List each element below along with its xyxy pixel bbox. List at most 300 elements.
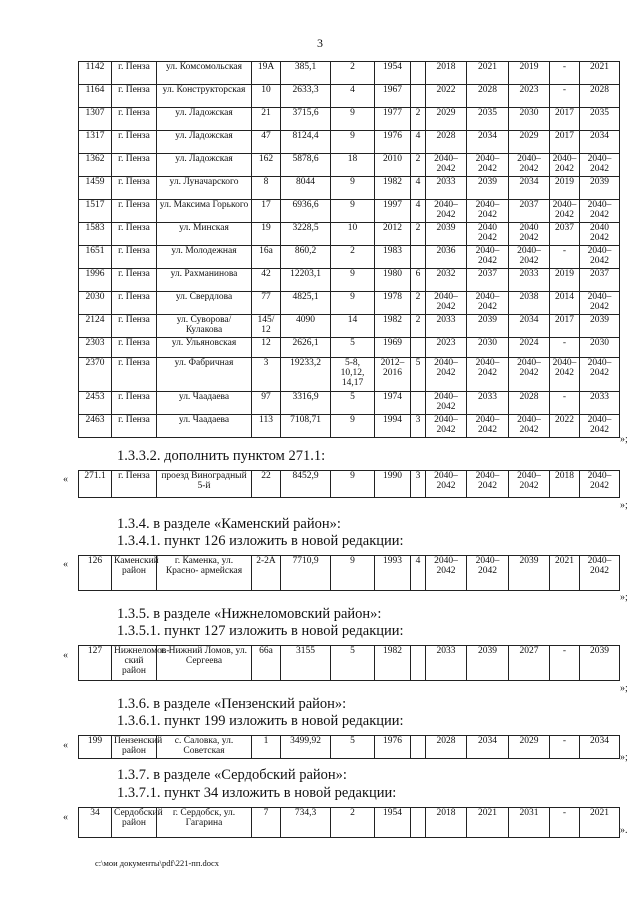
table-cell: 127 — [79, 646, 112, 681]
table-cell: 3155 — [281, 646, 331, 681]
table-cell: г. Каменка, ул. Красно- армейская — [157, 556, 252, 591]
table-cell — [411, 245, 426, 268]
row-table — [78, 735, 620, 759]
table-cell: 1977 — [375, 108, 411, 131]
table-cell: 2040–2042 — [467, 245, 509, 268]
table-cell: 2034 — [580, 131, 620, 154]
table-cell: с. Саловка, ул. Советская — [157, 736, 252, 759]
heading-1-3-4-1: 1.3.4.1. пункт 126 изложить в новой редакции: — [117, 533, 404, 549]
table-cell: 2040–2042 — [580, 556, 620, 591]
table-cell: 2040–2042 — [467, 357, 509, 391]
table-cell: 2626,1 — [281, 337, 331, 357]
table-cell: 2040–2042 — [426, 414, 467, 437]
table-cell: ул. Ладожская — [157, 131, 252, 154]
table-cell: г. Пенза — [112, 391, 157, 414]
table-cell: г. Пенза — [112, 154, 157, 177]
table-cell: 2033 — [426, 314, 467, 337]
heading-1-3-6-1: 1.3.6.1. пункт 199 изложить в новой редакции: — [117, 713, 404, 729]
table-cell — [411, 736, 426, 759]
table-row — [79, 62, 620, 85]
table-cell: 2040–2042 — [509, 154, 550, 177]
table-cell: 3 — [252, 357, 281, 391]
table-cell: ул. Конструкторская — [157, 85, 252, 108]
table-cell: г. Пенза — [112, 471, 157, 498]
heading-1-3-6: 1.3.6. в разделе «Пензенский район»: — [117, 696, 347, 712]
table-cell: 2 — [331, 245, 375, 268]
table-cell: 7108,71 — [281, 414, 331, 437]
table-cell: 2453 — [79, 391, 112, 414]
table-cell: - — [550, 85, 580, 108]
table-row — [79, 414, 620, 437]
table-cell: 77 — [252, 291, 281, 314]
table-cell: 34 — [79, 808, 112, 838]
table-cell: - — [550, 736, 580, 759]
table-cell: 2040–2042 — [580, 154, 620, 177]
table-cell: 2 — [411, 108, 426, 131]
table-cell: 1974 — [375, 391, 411, 414]
table-cell: 3316,9 — [281, 391, 331, 414]
table-cell: 47 — [252, 131, 281, 154]
table-cell — [411, 391, 426, 414]
table-row — [79, 154, 620, 177]
table-cell: 2029 — [509, 131, 550, 154]
table-cell: 2039 — [580, 314, 620, 337]
table-cell: г. Пенза — [112, 62, 157, 85]
table-cell: 4 — [411, 177, 426, 200]
table-row — [79, 556, 620, 591]
table-cell: 2039 — [426, 223, 467, 246]
table-cell: 2040–2042 — [467, 414, 509, 437]
table-cell: проезд Виноградный 5-й — [157, 471, 252, 498]
table-cell: 4825,1 — [281, 291, 331, 314]
table-cell: 2040–2042 — [426, 291, 467, 314]
table-cell: 2633,3 — [281, 85, 331, 108]
table-cell: 18 — [331, 154, 375, 177]
table-cell: 126 — [79, 556, 112, 591]
table-cell: 1982 — [375, 646, 411, 681]
table-cell: 1142 — [79, 62, 112, 85]
table-cell: г. Пенза — [112, 245, 157, 268]
table-cell: 2032 — [426, 268, 467, 291]
table-cell: 2040–2042 — [426, 357, 467, 391]
table-row — [79, 268, 620, 291]
table-cell: 1362 — [79, 154, 112, 177]
table-cell: 1994 — [375, 414, 411, 437]
table-cell: 17 — [252, 200, 281, 223]
table-cell: 162 — [252, 154, 281, 177]
table-cell: 9 — [331, 131, 375, 154]
table-cell: 2023 — [509, 85, 550, 108]
table-cell: 3228,5 — [281, 223, 331, 246]
table-cell: 3 — [411, 414, 426, 437]
table-cell: 12 — [252, 337, 281, 357]
opening-quote: « — [63, 740, 68, 751]
table-cell: ул. Рахманинова — [157, 268, 252, 291]
table-cell: 1976 — [375, 736, 411, 759]
table-cell: 2040–2042 — [550, 200, 580, 223]
table-cell: 2040–2042 — [550, 357, 580, 391]
table-cell: 2017 — [550, 131, 580, 154]
table-cell: - — [550, 337, 580, 357]
table-cell: 5 — [331, 337, 375, 357]
table-cell: 2040–2042 — [580, 357, 620, 391]
table-cell: 2021 — [467, 808, 509, 838]
row-table — [78, 807, 620, 838]
table-cell: 1 — [252, 736, 281, 759]
table-cell: 2027 — [509, 646, 550, 681]
heading-1-3-5: 1.3.5. в разделе «Нижнеломовский район»: — [117, 606, 382, 622]
table-cell: 2038 — [509, 291, 550, 314]
table-cell: 2 — [411, 223, 426, 246]
table-cell: г. Пенза — [112, 200, 157, 223]
table-cell: 2019 — [550, 177, 580, 200]
table-row — [79, 471, 620, 498]
table-cell: 2018 — [426, 808, 467, 838]
table-cell: 2023 — [426, 337, 467, 357]
heading-1-3-4: 1.3.4. в разделе «Каменский район»: — [117, 516, 341, 532]
table-cell: ул. Свердлова — [157, 291, 252, 314]
table-cell: Нижнеломов- ский район — [112, 646, 157, 681]
table-cell: 385,1 — [281, 62, 331, 85]
table-cell — [411, 808, 426, 838]
table-cell: Пензенский район — [112, 736, 157, 759]
table-cell: 2040–2042 — [426, 556, 467, 591]
table-cell: 2040–2042 — [509, 414, 550, 437]
table-row — [79, 85, 620, 108]
table-cell: - — [550, 808, 580, 838]
table-cell: 7710,9 — [281, 556, 331, 591]
table-cell: 21 — [252, 108, 281, 131]
table-cell: 8 — [252, 177, 281, 200]
closing-quote: »; — [620, 592, 628, 603]
table-cell: 2014 — [550, 291, 580, 314]
table-cell: 1954 — [375, 62, 411, 85]
table-cell: 5-8, 10,12, 14,17 — [331, 357, 375, 391]
table-cell: 5 — [331, 736, 375, 759]
table-cell: 4090 — [281, 314, 331, 337]
table-cell: 2034 — [509, 177, 550, 200]
table-cell: г. Сердобск, ул. Гагарина — [157, 808, 252, 838]
table-cell: ул. Чаадаева — [157, 391, 252, 414]
table-cell: 2033 — [467, 391, 509, 414]
closing-quote: »; — [620, 500, 628, 511]
table-cell: 4 — [411, 131, 426, 154]
table-cell: 4 — [331, 85, 375, 108]
table-cell: 12203,1 — [281, 268, 331, 291]
table-cell: 2034 — [467, 736, 509, 759]
table-cell: 8124,4 — [281, 131, 331, 154]
table-cell: 2017 — [550, 108, 580, 131]
table-cell: 19233,2 — [281, 357, 331, 391]
heading-1-3-7-1: 1.3.7.1. пункт 34 изложить в новой редакции: — [117, 785, 397, 801]
table-cell: 2035 — [467, 108, 509, 131]
table-row — [79, 200, 620, 223]
table-cell: 5 — [331, 391, 375, 414]
table-cell: г. Пенза — [112, 131, 157, 154]
table-cell: 860,2 — [281, 245, 331, 268]
table-cell: 2028 — [580, 85, 620, 108]
table-cell: 2019 — [550, 268, 580, 291]
table-cell: г. Пенза — [112, 291, 157, 314]
table-cell: 3499,92 — [281, 736, 331, 759]
table-cell: 2 — [411, 314, 426, 337]
table-cell: 2039 — [580, 646, 620, 681]
row-table — [78, 470, 620, 498]
table-cell: 2028 — [426, 131, 467, 154]
opening-quote: « — [63, 559, 68, 570]
table-cell: 2040–2042 — [580, 471, 620, 498]
table-cell: 2018 — [426, 62, 467, 85]
table-cell: 2033 — [580, 391, 620, 414]
table-cell: 97 — [252, 391, 281, 414]
heading-1-3-3-2: 1.3.3.2. дополнить пунктом 271.1: — [117, 448, 326, 464]
table-cell: 271.1 — [79, 471, 112, 498]
table-cell: 2030 — [467, 337, 509, 357]
table-row — [79, 314, 620, 337]
closing-quote: ». — [620, 825, 628, 836]
table-cell: 3 — [411, 471, 426, 498]
table-cell: 2-2А — [252, 556, 281, 591]
table-cell: 1982 — [375, 314, 411, 337]
main-table — [78, 61, 620, 438]
table-row — [79, 736, 620, 759]
table-cell: г. Пенза — [112, 223, 157, 246]
table-cell: ул. Ладожская — [157, 108, 252, 131]
table-cell: ул. Луначарского — [157, 177, 252, 200]
table-cell: Каменский район — [112, 556, 157, 591]
table-cell: 1997 — [375, 200, 411, 223]
table-cell: 1980 — [375, 268, 411, 291]
table-cell: 2019 — [509, 62, 550, 85]
heading-1-3-5-1: 1.3.5.1. пункт 127 изложить в новой редакции: — [117, 623, 404, 639]
table-cell: 2040–2042 — [426, 200, 467, 223]
table-cell: г. Пенза — [112, 357, 157, 391]
table-cell: 19 — [252, 223, 281, 246]
table-cell: 2036 — [426, 245, 467, 268]
table-cell: 2040–2042 — [580, 291, 620, 314]
table-cell: 2 — [331, 62, 375, 85]
table-cell: 2463 — [79, 414, 112, 437]
table-cell: 2039 — [467, 177, 509, 200]
table-cell: 2033 — [509, 268, 550, 291]
table-cell: 2 — [331, 808, 375, 838]
page-number: 3 — [317, 36, 323, 50]
table-cell: г. Пенза — [112, 108, 157, 131]
table-cell: 2040–2042 — [467, 154, 509, 177]
table-cell: 2040–2042 — [509, 357, 550, 391]
table-cell: 2030 — [79, 291, 112, 314]
table-cell: 1978 — [375, 291, 411, 314]
table-cell: 14 — [331, 314, 375, 337]
opening-quote: « — [63, 812, 68, 823]
table-cell: - — [550, 245, 580, 268]
table-cell: 2022 — [426, 85, 467, 108]
table-cell: 22 — [252, 471, 281, 498]
table-row — [79, 391, 620, 414]
table-cell: 2 — [411, 154, 426, 177]
table-cell: 2303 — [79, 337, 112, 357]
table-cell: - — [550, 391, 580, 414]
closing-quote: »; — [620, 683, 628, 694]
table-cell: 2040–2042 — [426, 471, 467, 498]
table-cell: 2029 — [426, 108, 467, 131]
table-cell: ул. Ладожская — [157, 154, 252, 177]
table-cell: ул. Суворова/ Кулакова — [157, 314, 252, 337]
table-cell: 1307 — [79, 108, 112, 131]
table-cell: 2035 — [580, 108, 620, 131]
table-cell: 2029 — [509, 736, 550, 759]
closing-quote: »; — [620, 752, 628, 763]
main-table-closing-quote: »; — [620, 434, 628, 445]
table-cell: 2033 — [426, 646, 467, 681]
table-cell: 2010 — [375, 154, 411, 177]
table-cell — [411, 85, 426, 108]
table-cell: 2021 — [467, 62, 509, 85]
table-cell: 1954 — [375, 808, 411, 838]
table-cell: г. Пенза — [112, 314, 157, 337]
table-cell: 6 — [411, 268, 426, 291]
table-cell: 1317 — [79, 131, 112, 154]
table-row — [79, 808, 620, 838]
table-cell: 2012 — [375, 223, 411, 246]
table-cell: 2021 — [580, 808, 620, 838]
table-row — [79, 108, 620, 131]
table-cell: 1164 — [79, 85, 112, 108]
table-cell: ул. Ульяновская — [157, 337, 252, 357]
table-cell: 1990 — [375, 471, 411, 498]
table-cell: 2028 — [426, 736, 467, 759]
table-cell: 2028 — [509, 391, 550, 414]
table-cell — [411, 337, 426, 357]
table-cell: 2370 — [79, 357, 112, 391]
table-cell: 8044 — [281, 177, 331, 200]
table-cell: 9 — [331, 556, 375, 591]
heading-1-3-7: 1.3.7. в разделе «Сердобский район»: — [117, 767, 347, 783]
table-cell: 66а — [252, 646, 281, 681]
table-cell: 9 — [331, 200, 375, 223]
table-cell: 2124 — [79, 314, 112, 337]
table-cell: 2040–2042 — [467, 471, 509, 498]
table-cell: 2037 — [580, 268, 620, 291]
table-cell: 6936,6 — [281, 200, 331, 223]
table-row — [79, 245, 620, 268]
table-cell: 9 — [331, 268, 375, 291]
table-cell: 2021 — [580, 62, 620, 85]
table-row — [79, 223, 620, 246]
table-cell: 2037 — [550, 223, 580, 246]
table-cell: ул. Молодежная — [157, 245, 252, 268]
table-cell: г. Пенза — [112, 177, 157, 200]
table-cell: 5 — [411, 357, 426, 391]
table-cell: 2039 — [509, 556, 550, 591]
table-cell: Сердобский район — [112, 808, 157, 838]
row-table — [78, 555, 620, 591]
table-cell: ул. Фабричная — [157, 357, 252, 391]
table-cell: 2040–2042 — [426, 391, 467, 414]
table-cell: ул. Минская — [157, 223, 252, 246]
table-cell: 5878,6 — [281, 154, 331, 177]
table-cell: г. Нижний Ломов, ул. Сергеева — [157, 646, 252, 681]
row-table — [78, 645, 620, 681]
table-cell: 113 — [252, 414, 281, 437]
table-row — [79, 337, 620, 357]
table-cell: 2028 — [467, 85, 509, 108]
table-cell: 199 — [79, 736, 112, 759]
table-cell: 1993 — [375, 556, 411, 591]
table-cell: 1969 — [375, 337, 411, 357]
table-cell: г. Пенза — [112, 337, 157, 357]
table-cell: 2040–2042 — [467, 556, 509, 591]
table-cell: 2039 — [467, 646, 509, 681]
table-cell: - — [550, 62, 580, 85]
table-cell: 8452,9 — [281, 471, 331, 498]
table-cell: 734,3 — [281, 808, 331, 838]
table-cell: 2037 — [509, 200, 550, 223]
table-cell: 3715,6 — [281, 108, 331, 131]
table-cell: 9 — [331, 177, 375, 200]
table-cell: 145/ 12 — [252, 314, 281, 337]
opening-quote: « — [63, 474, 68, 485]
table-row — [79, 291, 620, 314]
table-cell: 1976 — [375, 131, 411, 154]
table-cell: 9 — [331, 471, 375, 498]
table-cell: 2040 2042 — [467, 223, 509, 246]
table-cell: 1459 — [79, 177, 112, 200]
table-cell: 1517 — [79, 200, 112, 223]
table-cell: 9 — [331, 414, 375, 437]
table-cell: 2040 2042 — [509, 223, 550, 246]
table-cell: 2 — [411, 291, 426, 314]
table-cell: 2039 — [467, 314, 509, 337]
table-row — [79, 131, 620, 154]
opening-quote: « — [63, 650, 68, 661]
table-row — [79, 357, 620, 391]
table-cell: 2021 — [550, 556, 580, 591]
table-cell: 1583 — [79, 223, 112, 246]
table-cell: 2034 — [580, 736, 620, 759]
table-cell: 2040–2042 — [509, 471, 550, 498]
table-cell: ул. Комсомольская — [157, 62, 252, 85]
table-cell: 19А — [252, 62, 281, 85]
footer-file-path: c:\мои документы\pdf\221-пп.docx — [95, 858, 220, 868]
table-cell: - — [550, 646, 580, 681]
table-cell: 2040–2042 — [509, 245, 550, 268]
table-cell: 2037 — [467, 268, 509, 291]
table-cell: 42 — [252, 268, 281, 291]
table-row — [79, 177, 620, 200]
table-cell: 2040–2042 — [580, 414, 620, 437]
table-cell: 9 — [331, 291, 375, 314]
table-cell: 2030 — [580, 337, 620, 357]
table-cell: г. Пенза — [112, 85, 157, 108]
table-cell: 2022 — [550, 414, 580, 437]
table-cell: 2040–2042 — [426, 154, 467, 177]
table-cell: 2040 2042 — [580, 223, 620, 246]
table-cell — [411, 62, 426, 85]
table-cell: 2017 — [550, 314, 580, 337]
table-cell: 1996 — [79, 268, 112, 291]
table-cell: 1982 — [375, 177, 411, 200]
table-cell: 2040–2042 — [580, 245, 620, 268]
table-cell: 16а — [252, 245, 281, 268]
table-cell: ул. Чаадаева — [157, 414, 252, 437]
table-cell: 4 — [411, 200, 426, 223]
table-cell: 2024 — [509, 337, 550, 357]
table-cell: 2030 — [509, 108, 550, 131]
table-cell: 2033 — [426, 177, 467, 200]
table-cell: 10 — [331, 223, 375, 246]
table-cell: 2040–2042 — [467, 200, 509, 223]
